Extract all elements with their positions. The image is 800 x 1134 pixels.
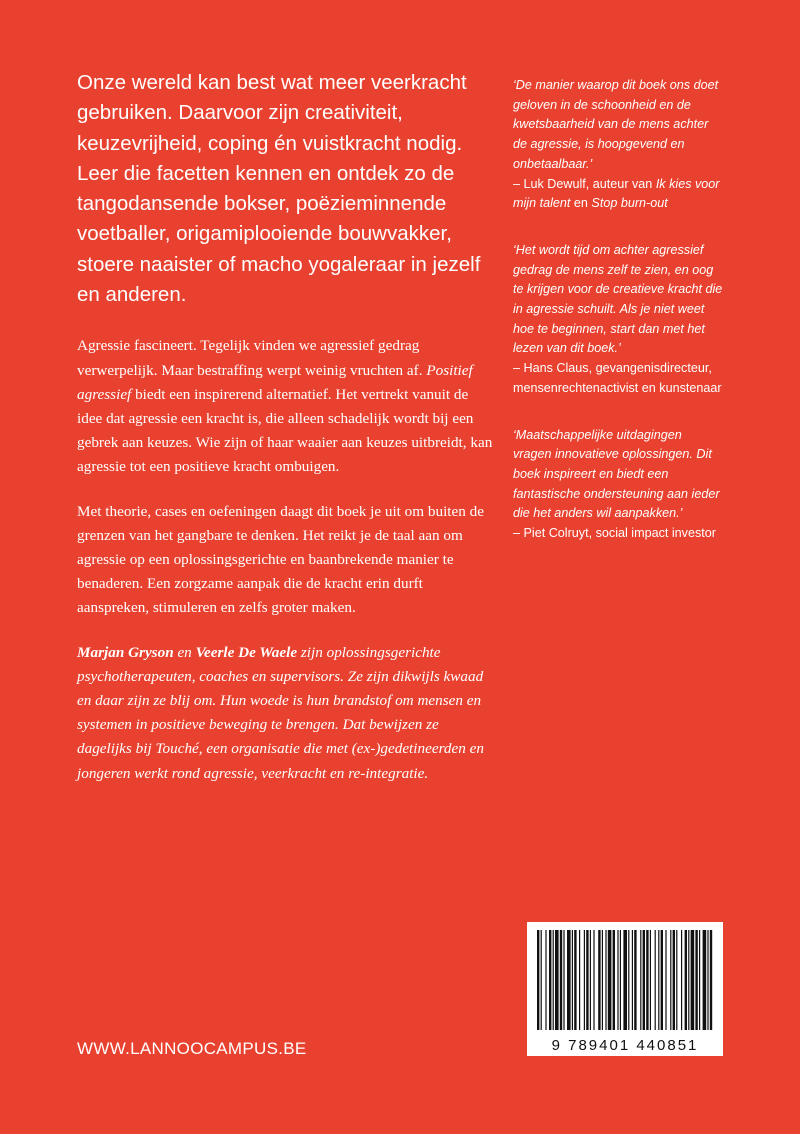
bio-and: en [173,643,196,661]
book-title: Positief agressief [77,361,473,403]
testimonial-1-book-title-2: Stop burn-out [591,196,668,211]
testimonial-1-attr-pre: – Luk Dewulf, auteur van [513,176,656,191]
testimonial-3-quote: ‘Maatschappelijke uitdagingen vragen innovatieve oplossingen. Dit boek inspireert en biedt een fantastische ondersteuning aan ieder die het anders wil aanpakken.’ [513,427,720,521]
paragraph-1-start: Agressie fascineert. Tegelijk vinden we agressief gedrag verwerpelijk. Maar bestraffing werpt weinig vruchten af. [77,337,427,379]
description-paragraph-2: Met theorie, cases en oefeningen daagt dit boek je uit om buiten de grenzen van het gangbare te denken. Het reikt je de taal aan om agressie op een oplossingsgerichte en baanbrekende manier te benaderen. Een zorgzame aanpak die de kracht erin durft aanspreken, stimuleren en zelfs groter maken. [77,502,484,617]
publisher-website: WWW.LANNOOCAMPUS.BE [77,1039,307,1058]
testimonial-2-attribution: – Hans Claus, gevangenisdirecteur, mensenrechtenactivist en kunstenaar [513,361,722,395]
testimonial-1-attr-mid: en [570,196,592,211]
isbn-barcode [527,922,723,1056]
testimonial-3-attribution: – Piet Colruyt, social impact investor [513,526,716,541]
author-bio [77,641,493,786]
testimonials [513,76,723,571]
testimonial-2-quote: ‘Het wordt tijd om achter agressief gedrag de mens zelf te zien, en oog te krijgen voor de creatieve kracht die in agressie schuilt. Als je niet weet hoe te beginnen, start dan met het lezen van dit boek.’ [513,242,723,356]
author-name-2: Veerle De Waele [195,643,298,661]
paragraph-1-rest: biedt een inspirerend alternatief. Het vertrekt vanuit de idee dat agressie een kracht is, die alleen schadelijk wordt bij een gebrek aan keuzes. Wie zijn of haar waaier aan keuzes uitbreidt, kan agressie tot een positieve kracht ombuigen. [77,385,493,476]
testimonial-1 [513,76,723,214]
barcode-bars-icon [533,930,717,1030]
isbn-digits: 9 789401 440851 [551,1037,699,1054]
testimonial-3 [513,426,723,544]
bio-text: zijn oplossingsgerichte psychotherapeuten, coaches en supervisors. Ze zijn dikwijls kwaad en daar zijn ze blij om. Hun woede is hun brandstof om mensen en systemen in positieve beweging te brengen. Dat bewijzen ze dagelijks bij Touché, een organisatie die met (ex-)gedetineerden en jongeren werkt rond agressie, veerkracht en re-integratie. [77,643,484,782]
testimonial-1-attribution [513,177,720,211]
testimonial-1-book-title-1: Ik kies voor mijn talent [513,176,720,211]
description-paragraph-1 [77,334,493,479]
back-cover-text [77,68,493,806]
author-name-1: Marjan Gryson [77,643,174,661]
testimonial-1-quote: ‘De manier waarop dit boek ons doet geloven in de schoonheid en de kwetsbaarheid van de mens achter de agressie, is hoopgevend en onbetaalbaar.’ [513,78,719,171]
lead-paragraph: Onze wereld kan best wat meer veerkracht gebruiken. Daarvoor zijn creativiteit, keuzevrijheid, coping én vuistkracht nodig. Leer die facetten kennen en ontdek zo de tangodansende bokser, poëzieminnende voetballer, origamiplooiende bouwvakker, stoere naaister of macho yogaleraar in jezelf en anderen. [77,71,481,307]
testimonial-2 [513,241,723,399]
